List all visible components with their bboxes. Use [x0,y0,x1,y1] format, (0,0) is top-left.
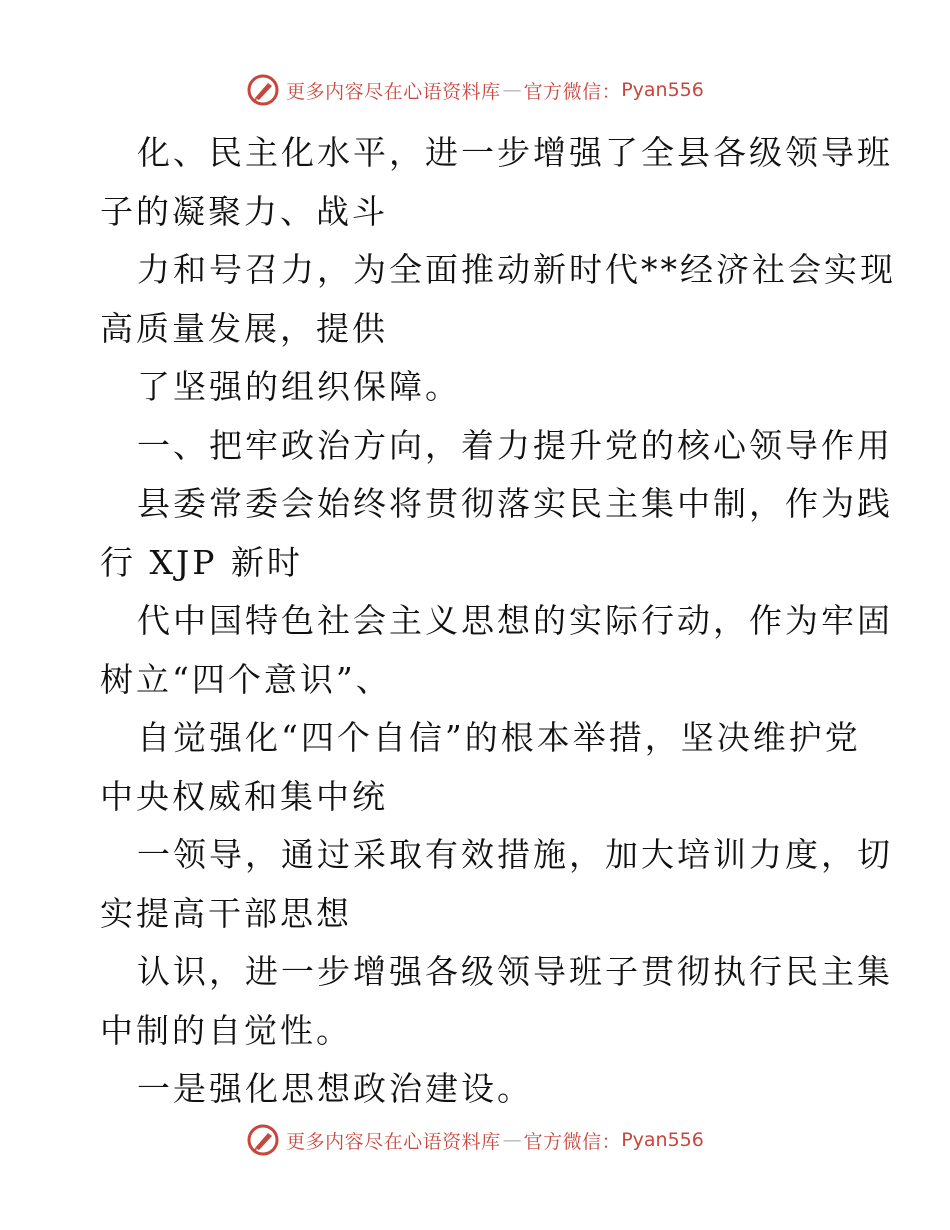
watermark-handle: Pyan556 [621,79,704,101]
text-line: 中央权威和集中统 [100,776,388,816]
text-line: 力和号召力，为全面推动新时代**经济社会实现 [137,250,896,289]
watermark-handle: Pyan556 [621,1129,704,1151]
pen-seal-icon [246,73,280,107]
text-line: 子的凝聚力、战斗 [100,191,388,231]
header-watermark [0,70,950,110]
text-line: 中制的自觉性。 [100,1010,352,1050]
text-line: 一、把牢政治方向，着力提升党的核心领导作用 [137,425,893,465]
text-line: 高质量发展，提供 [100,308,388,348]
text-line: 代中国特色社会主义思想的实际行动，作为牢固 [137,601,893,640]
watermark-dash: — [502,1129,522,1151]
text-line: 实提高干部思想 [100,893,352,933]
watermark-label: 官方微信： [523,1130,622,1153]
body-text [100,124,896,1119]
watermark-dash: — [502,79,522,101]
text-line: 认识，进一步增强各级领导班子贯彻执行民主集 [137,952,893,991]
footer-watermark [0,1120,950,1160]
watermark-text: 更多内容尽在心语资料库 [286,1130,501,1153]
text-line: 一是强化思想政治建设。 [137,1069,533,1108]
text-line: 行 XJP 新时 [100,542,303,582]
text-line: 自觉强化“四个自信”的根本举措，坚决维护党 [137,718,861,757]
text-line: 一领导，通过采取有效措施，加大培训力度，切 [137,835,893,874]
text-line: 了坚强的组织保障。 [137,367,461,406]
text-line: 县委常委会始终将贯彻落实民主集中制，作为践 [137,484,893,523]
text-line: 化、民主化水平，进一步增强了全县各级领导班 [137,133,893,172]
watermark-label: 官方微信： [523,80,622,103]
watermark-text: 更多内容尽在心语资料库 [286,80,501,103]
pen-seal-icon [246,1123,280,1157]
text-line: 树立“四个意识”、 [100,659,392,699]
